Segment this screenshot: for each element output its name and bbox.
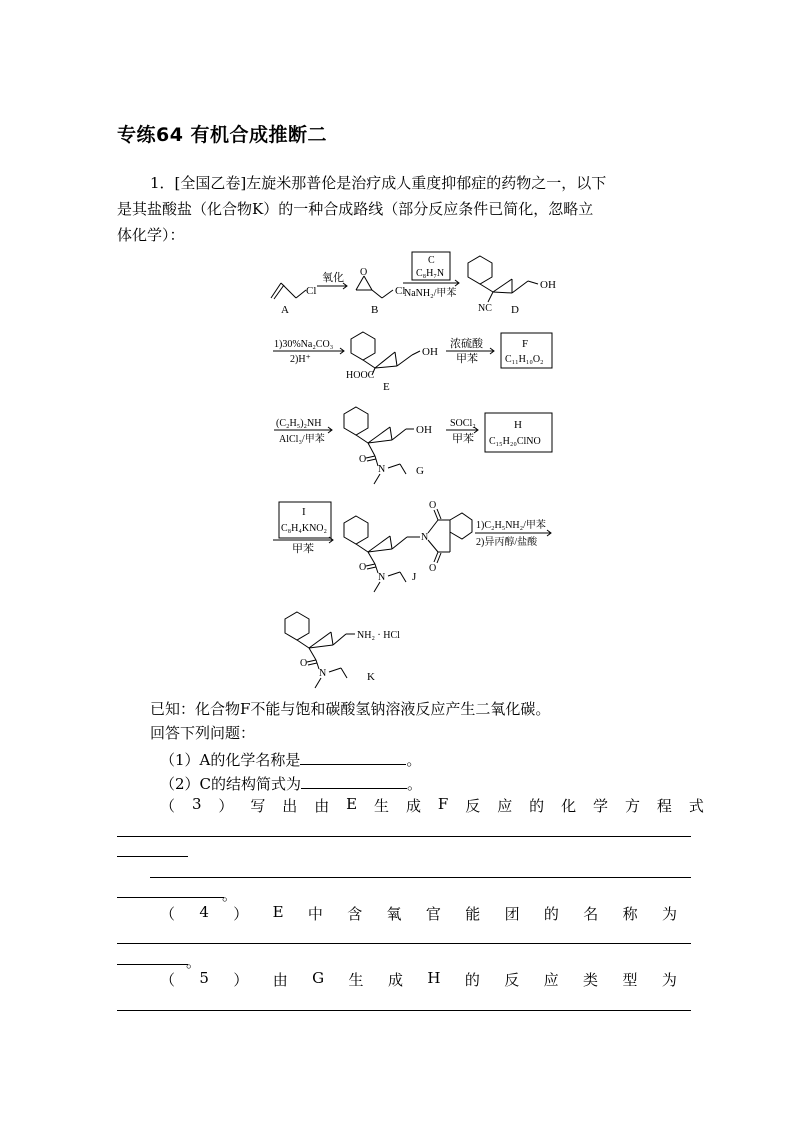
question-4-char: 官 [425, 905, 441, 923]
answer-line-4a[interactable] [117, 943, 691, 944]
question-3-char: ） [218, 797, 234, 815]
intro-line-3: 体化学）： [117, 226, 185, 244]
known-condition: 已知：化合物F不能与饱和碳酸氢钠溶液反应产生二氧化碳。 [150, 700, 551, 718]
question-4-char: 为 [661, 905, 677, 923]
question-3-char: 由 [314, 797, 330, 815]
question-1-text: （1）A的化学名称是 [160, 751, 301, 769]
atom-cl-A: Cl [306, 285, 317, 297]
label-A: A [281, 304, 289, 316]
compound-B-structure [356, 276, 393, 298]
question-3-char: 化 [561, 797, 577, 815]
question-4-char: 称 [622, 905, 638, 923]
reagent-socl2: SOCl₂ [450, 418, 476, 429]
question-4-char: 名 [583, 905, 599, 923]
question-5-char: 的 [464, 971, 480, 989]
answer-line-4b[interactable] [117, 964, 188, 965]
question-5-char: H [427, 969, 441, 987]
compound-J-structure [344, 509, 472, 592]
atom-O-K: O [300, 658, 308, 669]
question-3-char: F [437, 795, 449, 813]
answer-blank-2[interactable] [301, 774, 407, 789]
question-3 [160, 795, 704, 816]
atom-N-G: N [378, 464, 386, 475]
reagent-diethylamine: (C₂H₅)₂NH [276, 418, 322, 429]
question-4-char: 的 [543, 905, 559, 923]
label-D: D [511, 304, 519, 316]
group-nh2-hcl: NH₂ · HCl [357, 630, 400, 641]
box-H-formula: C₁₅H₂₀ClNO [489, 436, 541, 447]
question-5-char: 应 [543, 971, 559, 989]
compound-D-structure [468, 256, 538, 302]
box-I-label: I [302, 506, 306, 518]
reagent-isopropanol-hcl: 2)异丙醇/盐酸 [476, 537, 538, 548]
atom-O-J-amide: O [359, 562, 367, 573]
answer-line-3b[interactable] [117, 856, 188, 857]
atom-O-J-2: O [429, 563, 437, 574]
question-3-char: 出 [282, 797, 298, 815]
atom-oh-G: OH [416, 424, 432, 436]
answer-line-3c[interactable] [150, 877, 691, 878]
question-5-char: 成 [387, 971, 403, 989]
label-G: G [416, 465, 424, 477]
question-4 [160, 903, 677, 924]
question-3-char: 学 [593, 797, 609, 815]
group-nc-D: NC [478, 303, 492, 314]
box-C-label: C [428, 255, 435, 266]
atom-O-G: O [359, 454, 367, 465]
atom-cl-B: Cl [395, 285, 406, 297]
question-2-text: （2）C的结构简式为 [160, 775, 302, 793]
question-4-char: 含 [347, 905, 363, 923]
answer-prompt: 回答下列问题： [150, 724, 256, 742]
question-2 [160, 773, 422, 794]
reagent-nanh2: NaNH₂/甲苯 [404, 288, 457, 299]
question-3-char: 反 [465, 797, 481, 815]
label-E: E [383, 381, 390, 393]
question-4-char: （ [160, 905, 176, 923]
intro-line-2: 是其盐酸盐（化合物K）的一种合成路线（部分反应条件已简化，忽略立 [117, 200, 594, 218]
question-4-char: 团 [504, 905, 520, 923]
question-5-char: 5 [199, 969, 209, 987]
question-1 [160, 749, 421, 770]
label-B: B [371, 304, 379, 316]
answer-line-3a[interactable] [117, 836, 691, 837]
question-5-char: 反 [504, 971, 520, 989]
box-H-label: H [514, 419, 522, 431]
question-4-char: 4 [199, 903, 209, 921]
question-3-char: 写 [250, 797, 266, 815]
atom-N-K: N [319, 668, 327, 679]
atom-N-J-amide: N [378, 572, 386, 583]
atom-O-B: O [360, 267, 368, 278]
box-C-formula: C₈H₇N [416, 268, 445, 279]
label-K: K [367, 671, 375, 683]
compound-E-structure [351, 332, 420, 375]
question-4-char: 能 [465, 905, 481, 923]
reagent-oxidation: 氧化 [322, 272, 344, 284]
question-3-char: 应 [497, 797, 513, 815]
atom-oh-E: OH [422, 346, 438, 358]
atom-O-J-1: O [429, 500, 437, 511]
question-5-char: G [312, 969, 325, 987]
answer-line-5[interactable] [117, 1010, 691, 1011]
question-4-char: E [272, 903, 284, 921]
question-5-char: ） [233, 971, 249, 989]
question-2-end: 。 [407, 775, 423, 793]
question-3-char: （ [160, 797, 176, 815]
question-5-char: （ [160, 971, 176, 989]
question-3-char: 的 [529, 797, 545, 815]
page-title: 专练64 有机合成推断二 [117, 124, 328, 146]
question-5 [160, 969, 677, 990]
answer-blank-1[interactable] [300, 750, 406, 765]
box-F-formula: C₁₁H₁₀O₂ [505, 354, 544, 365]
reagent-toluene-3: 甲苯 [452, 433, 474, 445]
box-F-label: F [522, 338, 529, 350]
question-3-char: 程 [656, 797, 672, 815]
question-4-char: 氧 [386, 905, 402, 923]
reagent-toluene-4: 甲苯 [292, 543, 314, 555]
reagent-ethylamine: 1)C₂H₅NH₂/甲苯 [476, 520, 546, 531]
reagent-conc-h2so4: 浓硫酸 [450, 338, 483, 350]
question-3-char: E [346, 795, 358, 813]
question-4-char: 中 [307, 905, 323, 923]
question-5-char: 型 [622, 971, 638, 989]
question-3-char: 式 [688, 797, 704, 815]
reagent-toluene-2: 甲苯 [456, 353, 478, 365]
question-1-end: 。 [406, 751, 422, 769]
reagent-na2co3: 1)30%Na₂CO₃ [274, 339, 334, 350]
question-5-char: 为 [661, 971, 677, 989]
label-J: J [412, 571, 417, 583]
question-5-char: 类 [583, 971, 599, 989]
question-3-char: 生 [374, 797, 390, 815]
atom-oh-D: OH [540, 279, 556, 291]
reagent-h-plus: 2)H⁺ [290, 354, 311, 365]
question-5-char: 由 [272, 971, 288, 989]
question-3-char: 成 [405, 797, 421, 815]
box-I-formula: C₈H₄KNO₂ [281, 523, 328, 534]
question-3-end: 。 [222, 886, 238, 904]
question-4-end: 。 [186, 953, 202, 971]
compound-A-structure [271, 283, 306, 299]
group-hooc-E: HOOC [346, 370, 375, 381]
intro-line-1: 1．[全国乙卷]左旋米那普伦是治疗成人重度抑郁症的药物之一，以下 [150, 174, 607, 192]
atom-N-J-imide: N [421, 532, 429, 543]
question-3-char: 3 [191, 795, 202, 813]
answer-line-3d[interactable] [117, 897, 224, 898]
reagent-alcl3: AlCl₃/甲苯 [279, 434, 325, 445]
question-3-char: 方 [624, 797, 640, 815]
question-5-char: 生 [348, 971, 364, 989]
question-4-char: ） [233, 905, 249, 923]
